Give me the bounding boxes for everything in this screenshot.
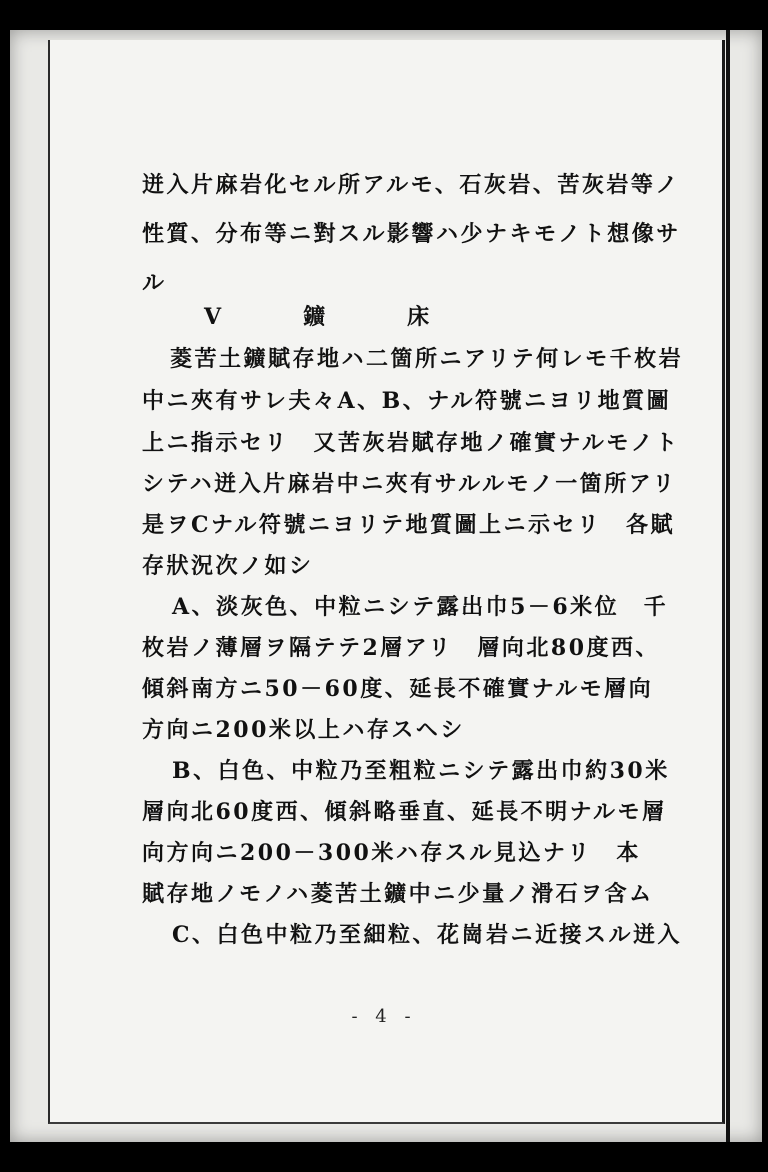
- section-heading: V 鑛 床: [204, 304, 460, 330]
- text-line: シテハ迸入片麻岩中ニ夾有サルルモノ一箇所アリ: [142, 471, 677, 497]
- text-line: 上ニ指示セリ 又苦灰岩賦存地ノ確實ナルモノト: [142, 430, 680, 456]
- text-line: 傾斜南方ニ50－60度、延長不確實ナルモ層向: [142, 676, 654, 702]
- text-line: C、白色中粒乃至細粒、花崗岩ニ近接スル迸入: [172, 922, 683, 948]
- text-line: 賦存地ノモノハ菱苦土鑛中ニ少量ノ滑石ヲ含ム: [142, 881, 654, 907]
- text-line: 向方向ニ200－300米ハ存スル見込ナリ 本: [142, 840, 641, 866]
- text-line: 迸入片麻岩化セル所アルモ、石灰岩、苦灰岩等ノ: [142, 172, 680, 198]
- page-number: - 4 -: [351, 1006, 417, 1027]
- page-edge: [726, 30, 730, 1142]
- text-line: 枚岩ノ薄層ヲ隔テテ2層アリ 層向北80度西、: [142, 635, 661, 661]
- text-line: B、白色、中粒乃至粗粒ニシテ露出巾約30米: [172, 758, 670, 784]
- text-line: ル: [142, 270, 167, 296]
- text-line: 性質、分布等ニ對スル影響ハ少ナキモノト想像サ: [142, 221, 681, 247]
- text-line: 菱苦土鑛賦存地ハ二箇所ニアリテ何レモ千枚岩: [170, 346, 684, 372]
- text-line: 層向北60度西、傾斜略垂直、延長不明ナルモ層: [142, 799, 667, 825]
- text-line: 存狀況次ノ如シ: [142, 553, 314, 579]
- document-page: [48, 40, 725, 1124]
- text-line: 方向ニ200米以上ハ存スヘシ: [142, 717, 465, 743]
- text-line: 是ヲCナル符號ニヨリテ地質圖上ニ示セリ 各賦: [142, 512, 675, 538]
- text-line: A、淡灰色、中粒ニシテ露出巾5－6米位 千: [172, 594, 669, 620]
- text-line: 中ニ夾有サレ夫々A、B、ナル符號ニヨリ地質圖: [142, 388, 672, 414]
